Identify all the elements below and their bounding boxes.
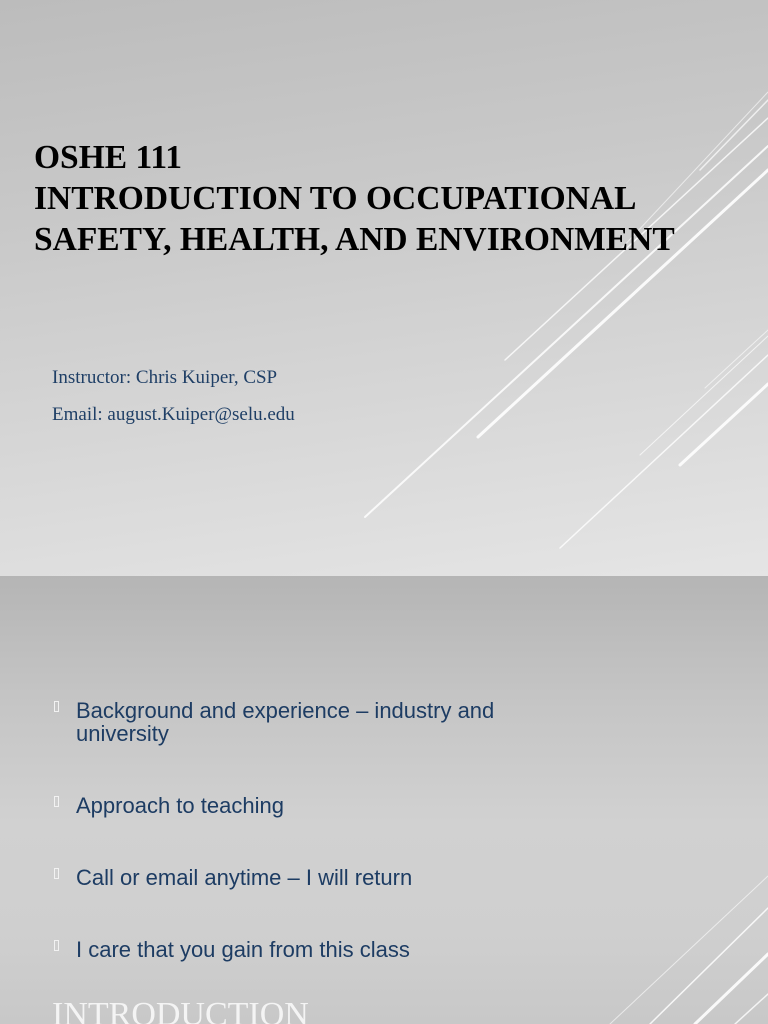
bullet-item bbox=[76, 794, 576, 817]
bullet-icon bbox=[54, 868, 59, 879]
bullet-text: Background and experience – industry and university bbox=[76, 698, 495, 746]
email-line: Email: august.Kuiper@selu.edu bbox=[52, 404, 295, 425]
decorative-line bbox=[695, 954, 768, 1024]
slide-title-line: SAFETY, HEALTH, AND ENVIRONMENT bbox=[34, 221, 675, 258]
bullet-icon bbox=[54, 940, 59, 951]
decorative-line bbox=[640, 336, 768, 455]
bullet-text: I care that you gain from this class bbox=[76, 937, 410, 962]
bullet-text: Approach to teaching bbox=[76, 793, 284, 818]
slide-title bbox=[34, 137, 675, 260]
slide-title: INTRODUCTION bbox=[52, 996, 309, 1024]
bullet-icon bbox=[54, 701, 59, 712]
bullet-list bbox=[76, 699, 576, 1010]
slide-title-line: OSHE 111 bbox=[34, 139, 183, 176]
decorative-line bbox=[610, 876, 768, 1024]
introduction-slide bbox=[0, 576, 768, 1024]
instructor-line: Instructor: Chris Kuiper, CSP bbox=[52, 367, 278, 388]
slide-title-line: INTRODUCTION TO OCCUPATIONAL bbox=[34, 180, 637, 217]
bullet-item bbox=[76, 866, 576, 889]
bullet-item bbox=[76, 699, 576, 745]
decorative-line bbox=[700, 100, 768, 170]
decorative-line bbox=[560, 355, 768, 548]
decorative-line bbox=[735, 994, 768, 1024]
decorative-line bbox=[705, 330, 768, 388]
decorative-line bbox=[650, 908, 768, 1024]
bullet-icon bbox=[54, 796, 59, 807]
bullet-text: Call or email anytime – I will return bbox=[76, 865, 413, 890]
bullet-item bbox=[76, 938, 576, 961]
